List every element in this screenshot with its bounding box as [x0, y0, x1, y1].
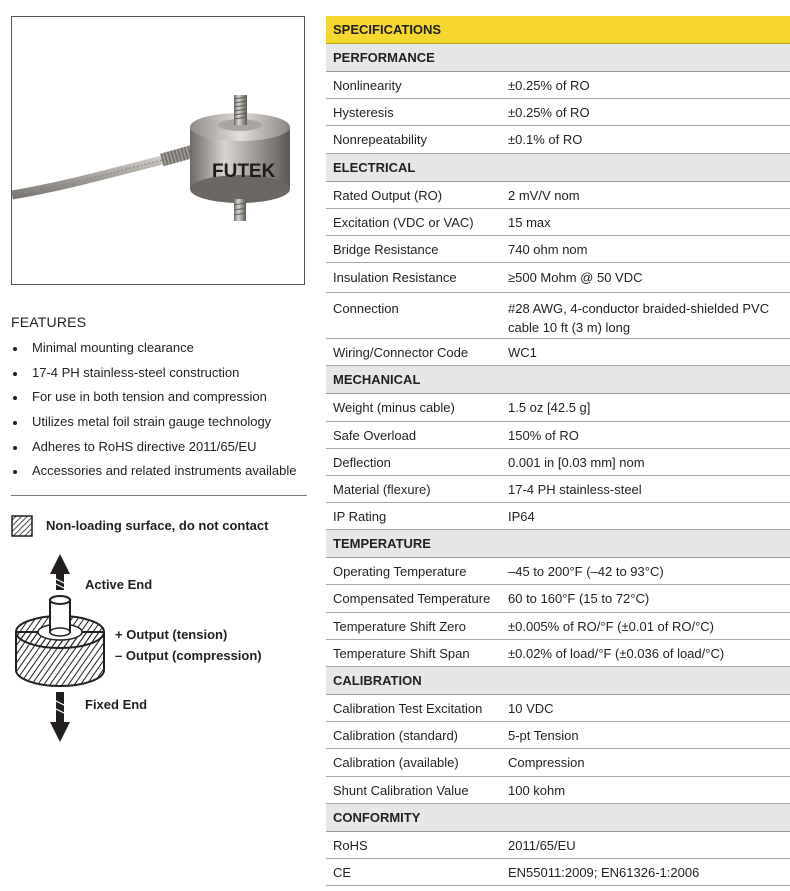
spec-row [326, 126, 790, 153]
spec-value: 150% of RO [508, 427, 579, 443]
spec-value: ±0.25% of RO [508, 105, 590, 121]
legend-label: Non-loading surface, do not contact [46, 518, 269, 533]
spec-label: Excitation (VDC or VAC) [333, 214, 474, 230]
spec-value: 740 ohm nom [508, 241, 588, 257]
section-electrical: ELECTRICAL [326, 154, 790, 182]
output-tension-label: + Output (tension) [115, 627, 228, 642]
spec-label: Calibration (available) [333, 755, 459, 771]
spec-row [326, 558, 790, 585]
feature-item: Accessories and related instruments available [11, 459, 311, 484]
section-conformity: CONFORMITY [326, 804, 790, 832]
section-calibration: CALIBRATION [326, 667, 790, 695]
spec-label: Weight (minus cable) [333, 400, 455, 416]
spec-label: Wiring/Connector Code [333, 345, 469, 361]
spec-value: 2011/65/EU [508, 837, 576, 853]
spec-value: 0.001 in [0.03 mm] nom [508, 454, 645, 470]
spec-label: Nonrepeatability [333, 132, 427, 148]
spec-row [326, 777, 790, 804]
spec-label: Shunt Calibration Value [333, 782, 469, 798]
photo-brand-text: FUTEK [212, 161, 276, 182]
fixed-end-arrow-icon [50, 692, 70, 742]
spec-value: 60 to 160°F (15 to 72°C) [508, 591, 650, 607]
spec-row [326, 695, 790, 722]
load-cell-diagram [8, 552, 308, 752]
spec-label: Connection [333, 301, 399, 317]
spec-row [326, 236, 790, 263]
spec-label: Calibration Test Excitation [333, 701, 483, 716]
section-temperature: TEMPERATURE [326, 530, 790, 558]
spec-value: –45 to 200°F (–42 to 93°C) [508, 564, 664, 580]
spec-label: Insulation Resistance [333, 270, 457, 286]
spec-row [326, 749, 790, 776]
spec-row [326, 394, 790, 421]
divider [11, 495, 307, 496]
spec-row [326, 263, 790, 293]
spec-label: Nonlinearity [333, 78, 402, 93]
spec-value: 10 VDC [508, 701, 554, 716]
spec-row [326, 640, 790, 667]
specifications-header: SPECIFICATIONS [326, 16, 790, 44]
spec-label: RoHS [333, 837, 368, 853]
active-end-arrow-icon [50, 554, 70, 590]
spec-value: #28 AWG, 4-conductor braided-shielded PVC cable 10 ft (3 m) long [508, 301, 770, 336]
features-title: FEATURES [11, 314, 87, 330]
spec-row [326, 585, 790, 612]
features-list [11, 336, 311, 484]
product-photo [11, 16, 305, 285]
spec-value: WC1 [508, 345, 537, 361]
specifications-table [326, 16, 790, 886]
spec-label: Material (flexure) [333, 481, 431, 497]
spec-row [326, 293, 790, 339]
feature-item: Utilizes metal foil strain gauge technology [11, 410, 311, 435]
spec-row [326, 722, 790, 749]
spec-row [326, 182, 790, 209]
spec-label: Hysteresis [333, 105, 394, 121]
feature-item: Adheres to RoHS directive 2011/65/EU [11, 435, 311, 460]
active-end-label: Active End [85, 577, 153, 592]
spec-value: ≥500 Mohm @ 50 VDC [508, 270, 643, 286]
spec-label: Temperature Shift Zero [333, 618, 466, 634]
spec-value: ±0.02% of load/°F (±0.036 of load/°C) [508, 645, 725, 661]
spec-value: 2 mV/V nom [508, 187, 580, 203]
spec-label: Calibration (standard) [333, 728, 459, 744]
spec-row [326, 613, 790, 640]
spec-label: Safe Overload [333, 427, 417, 443]
spec-value: IP64 [508, 509, 535, 525]
spec-label: Deflection [333, 454, 391, 470]
spec-label: Bridge Resistance [333, 241, 439, 257]
feature-item: For use in both tension and compression [11, 385, 311, 410]
spec-row [326, 449, 790, 476]
spec-label: Temperature Shift Span [333, 645, 470, 661]
spec-row [326, 339, 790, 366]
spec-label: IP Rating [333, 509, 387, 525]
spec-value: ±0.1% of RO [508, 132, 583, 148]
spec-value: Compression [508, 755, 585, 771]
spec-label: Compensated Temperature [333, 591, 491, 607]
spec-value: 100 kohm [508, 782, 566, 798]
spec-value: ±0.25% of RO [508, 78, 590, 93]
section-performance: PERFORMANCE [326, 44, 790, 72]
hatch-legend-icon [11, 515, 33, 537]
spec-row [326, 72, 790, 99]
spec-row [326, 859, 790, 886]
spec-value: ±0.005% of RO/°F (±0.01 of RO/°C) [508, 618, 715, 634]
spec-row [326, 209, 790, 236]
spec-value: 15 max [508, 214, 551, 230]
spec-row [326, 99, 790, 126]
spec-value: 17-4 PH stainless-steel [508, 481, 642, 497]
fixed-end-label: Fixed End [85, 697, 148, 712]
spec-row [326, 422, 790, 449]
section-mechanical: MECHANICAL [326, 366, 790, 394]
spec-value: 1.5 oz [42.5 g] [508, 400, 591, 416]
spec-row [326, 503, 790, 530]
spec-value: 5-pt Tension [508, 728, 579, 744]
spec-value: EN55011:2009; EN61326-1:2006 [508, 864, 700, 880]
feature-item: Minimal mounting clearance [11, 336, 311, 361]
spec-label: CE [333, 864, 352, 880]
output-compression-label: – Output (compression) [115, 648, 262, 663]
spec-row [326, 476, 790, 503]
feature-item: 17-4 PH stainless-steel construction [11, 361, 311, 386]
spec-label: Operating Temperature [333, 564, 467, 580]
spec-label: Rated Output (RO) [333, 187, 443, 203]
spec-row [326, 832, 790, 859]
